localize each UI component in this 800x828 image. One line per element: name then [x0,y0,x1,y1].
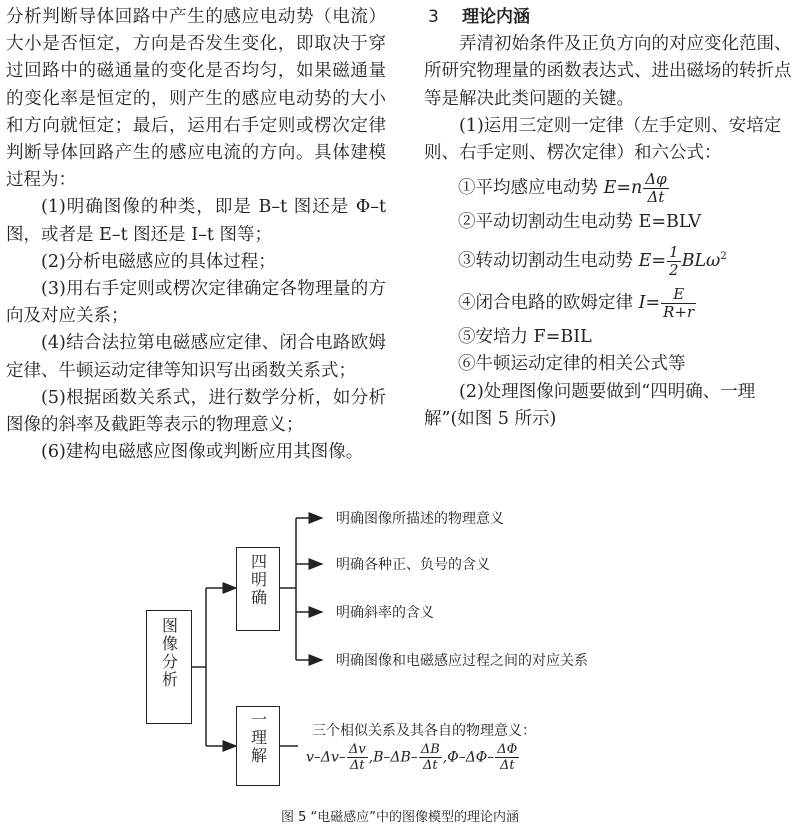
branch-one-box [236,706,280,786]
step-4: (4)结合法拉第电磁感应定律、闭合电路欧姆定律、牛顿运动定律等知识写出函数关系式； [6,333,386,381]
step-6: (6)建构电磁感应图像或判断应用其图像。 [41,442,364,463]
section-title: 理论内涵 [462,7,530,27]
leaf-2: 明确各种正、负号的含义 [336,557,490,573]
branch-one-label: 一理解 [248,711,268,765]
formula-ohm-law: ④闭合电路的欧姆定律 I= $\frac{E}{R+r}$ [458,285,695,322]
formula-translational-emf: ②平动切割动生电动势 E=BLV [458,212,702,233]
branch-four-box [236,547,280,631]
leaf-1: 明确图像所描述的物理意义 [336,511,504,527]
branch-four-label: 四明确 [248,553,268,607]
paragraph-rules: (1)运用三定则一定律（左手定则、安培定则、右手定则、楞次定律）和六公式： [424,115,782,164]
figure-caption: 图 5 “电磁感应”中的图像模型的理论内涵 [280,810,519,825]
formula-average-emf: ①平均感应电动势 E=n $\frac{\Delta\varphi}{\Delta t}$ [458,170,667,207]
figure-5-diagram [0,490,800,800]
step-2: (2)分析电磁感应的具体过程； [41,251,276,272]
section-heading [424,4,796,31]
formula-newton-laws: ⑥牛顿运动定律的相关公式等 [458,354,686,375]
fraction: $\frac{1}{2}$ [669,243,679,280]
similarity-formula: v–Δv– $\frac{\Delta v}{\Delta t}$ ,B–ΔB– $\frac{\Delta B}{\Delta t}$ ,Φ–ΔΦ– $\frac{\Delta\Phi}{\Delta t}$ [306,742,518,773]
right-column [424,4,796,433]
root-label: 图像分析 [159,617,179,689]
fraction: $\frac{\Delta v}{\Delta t}$ [348,742,366,773]
step-3: (3)用右手定则或楞次定律确定各物理量的方向及对应关系； [6,279,386,327]
section-number: 3 [428,7,439,27]
understand-text: 三个相似关系及其各自的物理意义： [312,723,536,739]
fraction: $\frac{\Delta B}{\Delta t}$ [420,742,440,773]
paragraph-key-points: 弄清初始条件及正负方向的对应变化范围、所研究物理量的函数表达式、进出磁场的转折点等是解决此类问题的关键。 [424,34,792,109]
step-1: (1)明确图像的种类，即是 B–t 图还是 Φ–t 图，或者是 E–t 图还是 I–t 图等； [6,197,386,245]
leaf-3: 明确斜率的含义 [336,605,434,621]
leaf-4: 明确图像和电磁感应过程之间的对应关系 [336,653,588,669]
fraction: $\frac{E}{R+r}$ [663,285,695,322]
intro-paragraph: 分析判断导体回路中产生的感应电动势（电流）大小是否恒定，方向是否发生变化，即取决于穿过回路中的磁通量的变化是否均匀，如果磁通量的变化率是恒定的，则产生的感应电动势的大小和方向就恒定；最后，运用右手定则或楞次定律判断导体回路产生的感应电流的方向。具体建模过程为： [6,7,386,191]
formula-ampere-force: ⑤安培力 F=BIL [458,327,592,348]
paragraph-four-one: (2)处理图像问题要做到“四明确、一理解”(如图 5 所示) [424,381,756,429]
fraction: $\frac{\Delta\varphi}{\Delta t}$ [645,170,667,207]
fraction: $\frac{\Delta\Phi}{\Delta t}$ [497,742,518,773]
formula-rotational-emf: ③转动切割动生电动势 E= $\frac{1}{2}$ BLω$^2$ [458,243,727,280]
root-box [146,610,192,724]
left-column [6,4,386,466]
step-5: (5)根据函数关系式，进行数学分析，如分析图像的斜率及截距等表示的物理意义； [6,387,386,436]
